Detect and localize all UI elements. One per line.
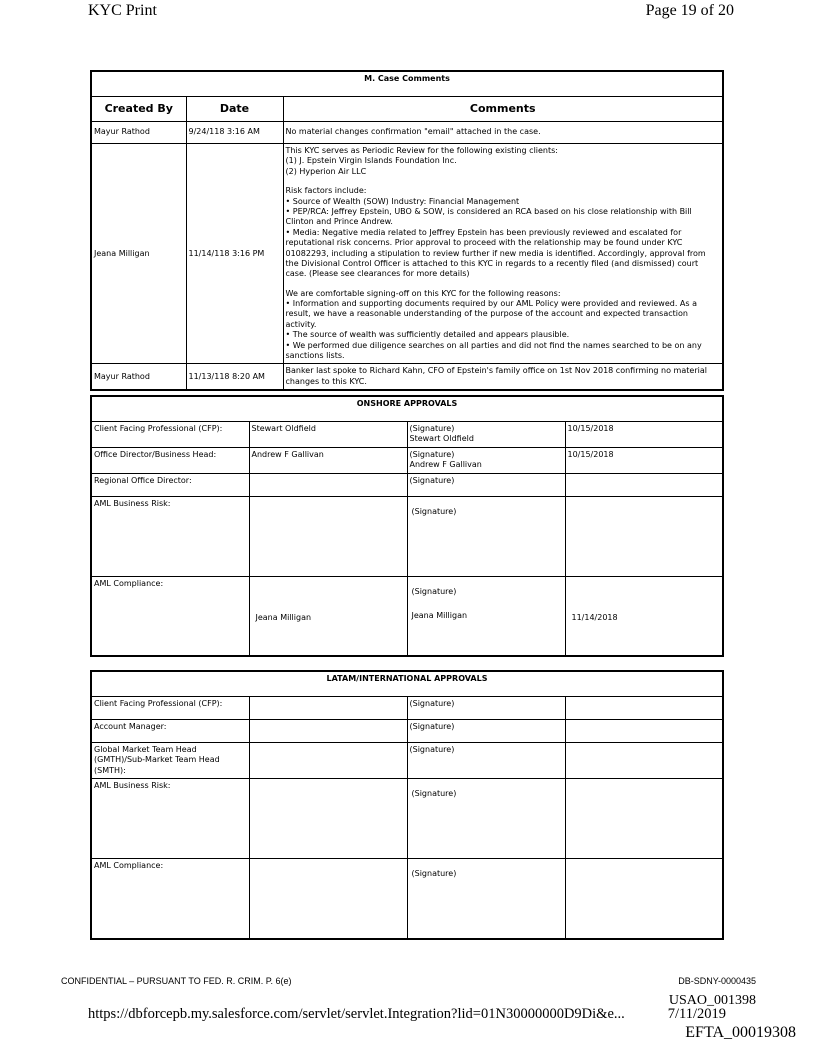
col-header-date: Date xyxy=(186,97,283,122)
signature-field xyxy=(407,447,565,473)
approver-name: Jeana Milligan xyxy=(255,612,312,622)
case-comments-title: M. Case Comments xyxy=(91,71,723,97)
comment-line: • Source of Wealth (SOW) Industry: Financial Management xyxy=(285,196,520,206)
comment-line: We are comfortable signing-off on this KYC for the following reasons: xyxy=(285,288,561,298)
comment-line: (1) J. Epstein Virgin Islands Foundation Inc. xyxy=(285,156,457,166)
col-header-created-by: Created By xyxy=(91,97,186,122)
approval-date xyxy=(565,496,723,576)
signature-name: Jeana Milligan xyxy=(411,610,468,620)
signature-field xyxy=(407,779,565,859)
approval-row xyxy=(91,859,723,939)
approval-role: AML Compliance: xyxy=(91,576,249,656)
approval-row xyxy=(91,720,723,743)
approver-name xyxy=(249,697,407,720)
comment-text xyxy=(283,144,723,364)
page-number: Page 19 of 20 xyxy=(645,2,734,19)
approval-role: AML Compliance: xyxy=(91,859,249,939)
case-comments-table xyxy=(90,70,724,391)
approval-row xyxy=(91,743,723,779)
signature-name: Stewart Oldfield xyxy=(409,434,474,444)
table-row xyxy=(91,122,723,144)
approver-name: Stewart Oldfield xyxy=(249,422,407,448)
comment-line: Risk factors include: xyxy=(285,186,367,196)
comment-line: No material changes confirmation "email" attached in the case. xyxy=(285,127,541,137)
comment-date: 9/24/118 3:16 AM xyxy=(186,122,283,144)
approval-row xyxy=(91,496,723,576)
approval-date-cell xyxy=(565,576,723,656)
signature-name: Andrew F Gallivan xyxy=(409,460,482,470)
signature-field xyxy=(407,473,565,496)
approval-row xyxy=(91,473,723,496)
signature-label: (Signature) xyxy=(409,449,455,459)
approver-name xyxy=(249,859,407,939)
comment-line: • We performed due diligence searches on all parties and did not find the names searched to be on any sanctions lists. xyxy=(285,340,702,361)
onshore-approvals-title: ONSHORE APPROVALS xyxy=(91,396,723,422)
signature-label: (Signature) xyxy=(407,743,565,779)
created-by: Jeana Milligan xyxy=(91,144,186,364)
approval-date xyxy=(565,697,723,720)
approval-role: Office Director/Business Head: xyxy=(91,447,249,473)
signature-field xyxy=(407,576,565,656)
signature-label: (Signature) xyxy=(411,506,457,516)
signature-label: (Signature) xyxy=(409,475,455,485)
approver-name-cell xyxy=(249,576,407,656)
signature-label: (Signature) xyxy=(411,789,457,799)
approval-date xyxy=(565,473,723,496)
page-url: https://dbforcepb.my.salesforce.com/servlet/servlet.Integration?lid=01N30000000D9Di&e... xyxy=(88,1006,625,1022)
approval-role: Client Facing Professional (CFP): xyxy=(91,697,249,720)
comment-line: • PEP/RCA: Jeffrey Epstein, UBO & SOW, is considered an RCA based on his close relationship with Bill Clinton and Prince Andrew. xyxy=(285,206,692,227)
comment-line: Banker last spoke to Richard Kahn, CFO of Epstein's family office on 1st Nov 2018 confirming no material changes to this KYC. xyxy=(285,366,707,386)
approval-row xyxy=(91,697,723,720)
signature-field xyxy=(407,496,565,576)
comment-line: This KYC serves as Periodic Review for the following existing clients: xyxy=(285,146,558,155)
signature-label: (Signature) xyxy=(411,869,457,879)
approval-role: Account Manager: xyxy=(91,720,249,743)
comment-line: • The source of wealth was sufficiently detailed and appears plausible. xyxy=(285,330,570,340)
table-row xyxy=(91,144,723,364)
page-header-title: KYC Print xyxy=(88,2,157,19)
approver-name xyxy=(249,779,407,859)
table-row xyxy=(91,364,723,390)
print-date: 7/11/2019 xyxy=(667,1006,726,1022)
approval-date xyxy=(565,743,723,779)
approver-name xyxy=(249,473,407,496)
latam-approvals-table xyxy=(90,670,724,940)
signature-label: (Signature) xyxy=(407,697,565,720)
approval-date: 10/15/2018 xyxy=(565,422,723,448)
approval-role: AML Business Risk: xyxy=(91,779,249,859)
comment-text xyxy=(283,364,723,390)
confidential-notice: CONFIDENTIAL – PURSUANT TO FED. R. CRIM. P. 6(e) xyxy=(61,976,292,986)
approval-row xyxy=(91,576,723,656)
approver-name xyxy=(249,743,407,779)
signature-field xyxy=(407,422,565,448)
created-by: Mayur Rathod xyxy=(91,364,186,390)
approval-role: Global Market Team Head (GMTH)/Sub-Market Team Head (SMTH): xyxy=(91,743,249,779)
approval-date xyxy=(565,859,723,939)
comment-line: (2) Hyperion Air LLC xyxy=(285,166,367,176)
comment-line: • Media: Negative media related to Jeffrey Epstein has been previously reviewed and escalated for reputational risk concerns. Prior approval to proceed with the relationship may be found under KYC 01082293, including a stipulation to review further if new media is identified. Accordingly, approval from the Divisional Control Officer is attached to this KYC in regards to a recently filed (and dismissed) court case. (Please see clearances for more details) xyxy=(285,227,706,279)
approver-name xyxy=(249,496,407,576)
comment-date: 11/14/118 3:16 PM xyxy=(186,144,283,364)
col-header-comments: Comments xyxy=(283,97,723,122)
signature-field xyxy=(407,859,565,939)
latam-approvals-title: LATAM/INTERNATIONAL APPROVALS xyxy=(91,671,723,697)
approval-role: AML Business Risk: xyxy=(91,496,249,576)
approval-row xyxy=(91,422,723,448)
efta-stamp: EFTA_00019308 xyxy=(685,1024,796,1041)
comment-date: 11/13/118 8:20 AM xyxy=(186,364,283,390)
approver-name xyxy=(249,720,407,743)
approval-row xyxy=(91,447,723,473)
comment-text xyxy=(283,122,723,144)
approval-row xyxy=(91,779,723,859)
comment-line: • Information and supporting documents required by our AML Policy were provided and reviewed. As a result, we have a reasonable understanding of the purpose of the account and expected transaction activity. xyxy=(285,299,697,329)
usao-stamp: USAO_001398 xyxy=(668,993,756,1008)
approval-date xyxy=(565,720,723,743)
approval-date xyxy=(565,779,723,859)
approval-role: Client Facing Professional (CFP): xyxy=(91,422,249,448)
approval-date: 10/15/2018 xyxy=(565,447,723,473)
signature-label: (Signature) xyxy=(407,720,565,743)
created-by: Mayur Rathod xyxy=(91,122,186,144)
approver-name: Andrew F Gallivan xyxy=(249,447,407,473)
onshore-approvals-table xyxy=(90,395,724,657)
bates-number: DB-SDNY-0000435 xyxy=(678,976,756,986)
signature-label: (Signature) xyxy=(411,586,457,596)
approval-role: Regional Office Director: xyxy=(91,473,249,496)
approval-date: 11/14/2018 xyxy=(571,612,618,622)
signature-label: (Signature) xyxy=(409,424,455,433)
